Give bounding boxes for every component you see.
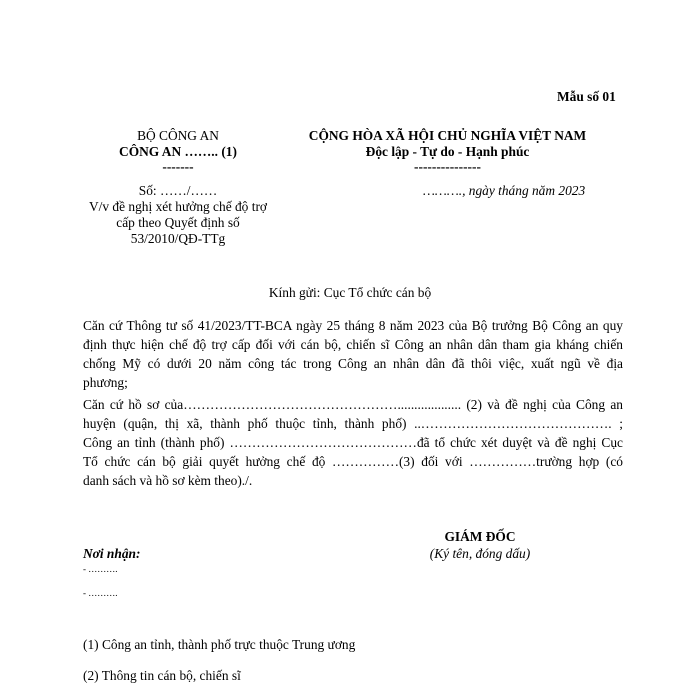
subject-line: 53/2010/QĐ-TTg [130, 231, 226, 246]
legal-basis-paragraph [83, 316, 623, 392]
paragraph-line: định thực hiện chế độ trợ cấp đối với cán bộ, chiến sĩ Công an nhân dân tham gia kháng chiến [83, 337, 623, 352]
subject-block [78, 199, 278, 247]
footnote: (2) Thông tin cán bộ, chiến sĩ [83, 668, 241, 683]
paragraph-line: phương; [83, 375, 128, 390]
recipient-item: - ………. [83, 588, 118, 598]
proposal-paragraph [83, 395, 623, 490]
paragraph-line: huyện (quận, thị xã, thành phố thuộc tỉnh, thành phố) ..……………………………………. ; [83, 416, 623, 431]
subject-line: V/v đề nghị xét hưởng chế độ trợ [89, 199, 267, 214]
paragraph-line: Tổ chức cán bộ giải quyết hưởng chế độ ……………(3) đối với ……………trường hợp (có [83, 454, 623, 469]
signature-note: (Ký tên, đóng dấu) [429, 546, 531, 561]
recipient-item: - ………. [83, 564, 118, 574]
paragraph-line: danh sách và hồ sơ kèm theo)./. [83, 473, 253, 488]
nation-title: CỘNG HÒA XÃ HỘI CHỦ NGHĨA VIỆT NAM [308, 128, 587, 143]
footnote: (1) Công an tỉnh, thành phố trực thuộc Trung ương [83, 637, 356, 652]
right-header-rule: --------------- [414, 159, 481, 174]
paragraph-line: chống Mỹ có dưới 20 năm công tác trong Công an nhân dân đã thôi việc, xuất ngũ về địa [83, 356, 623, 371]
unit-name: CÔNG AN …….. (1) [119, 144, 237, 159]
ministry-name: BỘ CÔNG AN [137, 128, 219, 143]
subject-line: cấp theo Quyết định số [116, 215, 240, 230]
motto: Độc lập - Tự do - Hạnh phúc [365, 144, 530, 159]
paragraph-line: Căn cứ Thông tư số 41/2023/TT-BCA ngày 25 tháng 8 năm 2023 của Bộ trưởng Bộ Công an quy [83, 318, 623, 333]
document-number: Số: ……/…… [138, 183, 218, 198]
paragraph-line: Công an tỉnh (thành phố) ……………………………………đã tổ chức xét duyệt và đề nghị Cục [83, 435, 623, 450]
recipient-line: Kính gửi: Cục Tổ chức cán bộ [268, 285, 432, 300]
right-header [285, 128, 610, 174]
date-line: ………., ngày tháng năm 2023 [423, 183, 586, 198]
left-header [78, 128, 278, 174]
paragraph-line: Căn cứ hồ sơ của…………………………………………................... (2) và đề nghị của Công an [83, 397, 623, 412]
signature-title: GIÁM ĐỐC [444, 529, 516, 544]
recipients-heading: Nơi nhận: [83, 546, 141, 561]
form-label: Mẫu số 01 [557, 89, 616, 104]
left-header-rule: ------- [162, 159, 194, 174]
